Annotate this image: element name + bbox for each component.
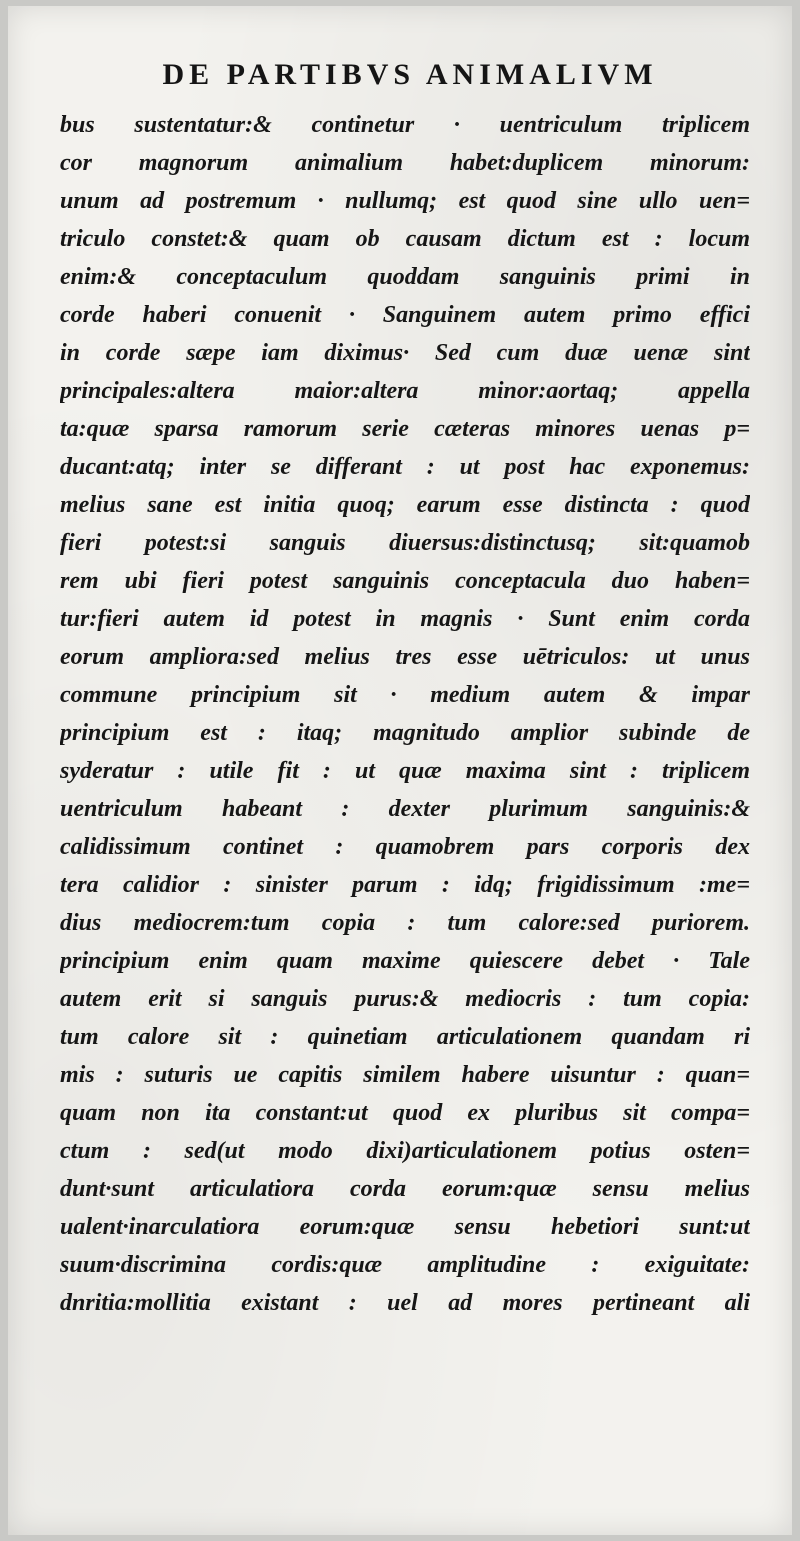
body-text [60,106,750,1322]
text-line: autem erit si sanguis purus:& mediocris : tum copia: [60,986,750,1012]
text-line: ctum : sed(ut modo dixi)articulationem potius osten= [60,1138,750,1164]
text-line: triculo constet:& quam ob causam dictum est : locum [60,226,750,252]
text-line: rem ubi fieri potest sanguinis conceptacula duo haben= [60,568,750,594]
text-line: principium est : itaq; magnitudo amplior subinde de [60,720,750,746]
running-head: DE PARTIBVS ANIMALIVM [162,58,658,91]
text-line: commune principium sit · medium autem & impar [60,682,750,708]
text-line: in corde sæpe iam diximus· Sed cum duæ uenæ sint [60,340,750,366]
text-line: suum·discrimina cordis:quæ amplitudine : exiguitate: [60,1252,750,1278]
text-line: dius mediocrem:tum copia : tum calore:sed puriorem. [60,910,750,936]
text-line: ta:quæ sparsa ramorum serie cæteras minores uenas p= [60,416,750,442]
text-line: principales:altera maior:altera minor:aortaq; appella [60,378,750,404]
text-line: enim:& conceptaculum quoddam sanguinis primi in [60,264,750,290]
text-line: quam non ita constant:ut quod ex pluribus sit compa= [60,1100,750,1126]
text-line: dunt·sunt articulatiora corda eorum:quæ sensu melius [60,1176,750,1202]
text-line: ualent·inarculatiora eorum:quæ sensu hebetiori sunt:ut [60,1214,750,1240]
text-line: dnritia:mollitia existant : uel ad mores pertineant ali [60,1290,750,1316]
text-line: melius sane est initia quoq; earum esse distincta : quod [60,492,750,518]
text-line: tera calidior : sinister parum : idq; frigidissimum :me= [60,872,750,898]
book-page [8,6,792,1535]
text-line: tum calore sit : quinetiam articulationem quandam ri [60,1024,750,1050]
text-line: ducant:atq; inter se differant : ut post hac exponemus: [60,454,750,480]
text-line: bus sustentatur:& continetur · uentriculum triplicem [60,112,750,138]
text-line: uentriculum habeant : dexter plurimum sanguinis:& [60,796,750,822]
text-line: mis : suturis ue capitis similem habere uisuntur : quan= [60,1062,750,1088]
text-line: calidissimum continet : quamobrem pars corporis dex [60,834,750,860]
text-line: eorum ampliora:sed melius tres esse uētriculos: ut unus [60,644,750,670]
text-line: syderatur : utile fit : ut quæ maxima sint : triplicem [60,758,750,784]
text-line: cor magnorum animalium habet:duplicem minorum: [60,150,750,176]
text-line: tur:fieri autem id potest in magnis · Sunt enim corda [60,606,750,632]
text-line: fieri potest:si sanguis diuersus:distinctusq; sit:quamob [60,530,750,556]
text-line: corde haberi conuenit · Sanguinem autem primo effici [60,302,750,328]
text-line: unum ad postremum · nullumq; est quod sine ullo uen= [60,188,750,214]
text-line: principium enim quam maxime quiescere debet · Tale [60,948,750,974]
